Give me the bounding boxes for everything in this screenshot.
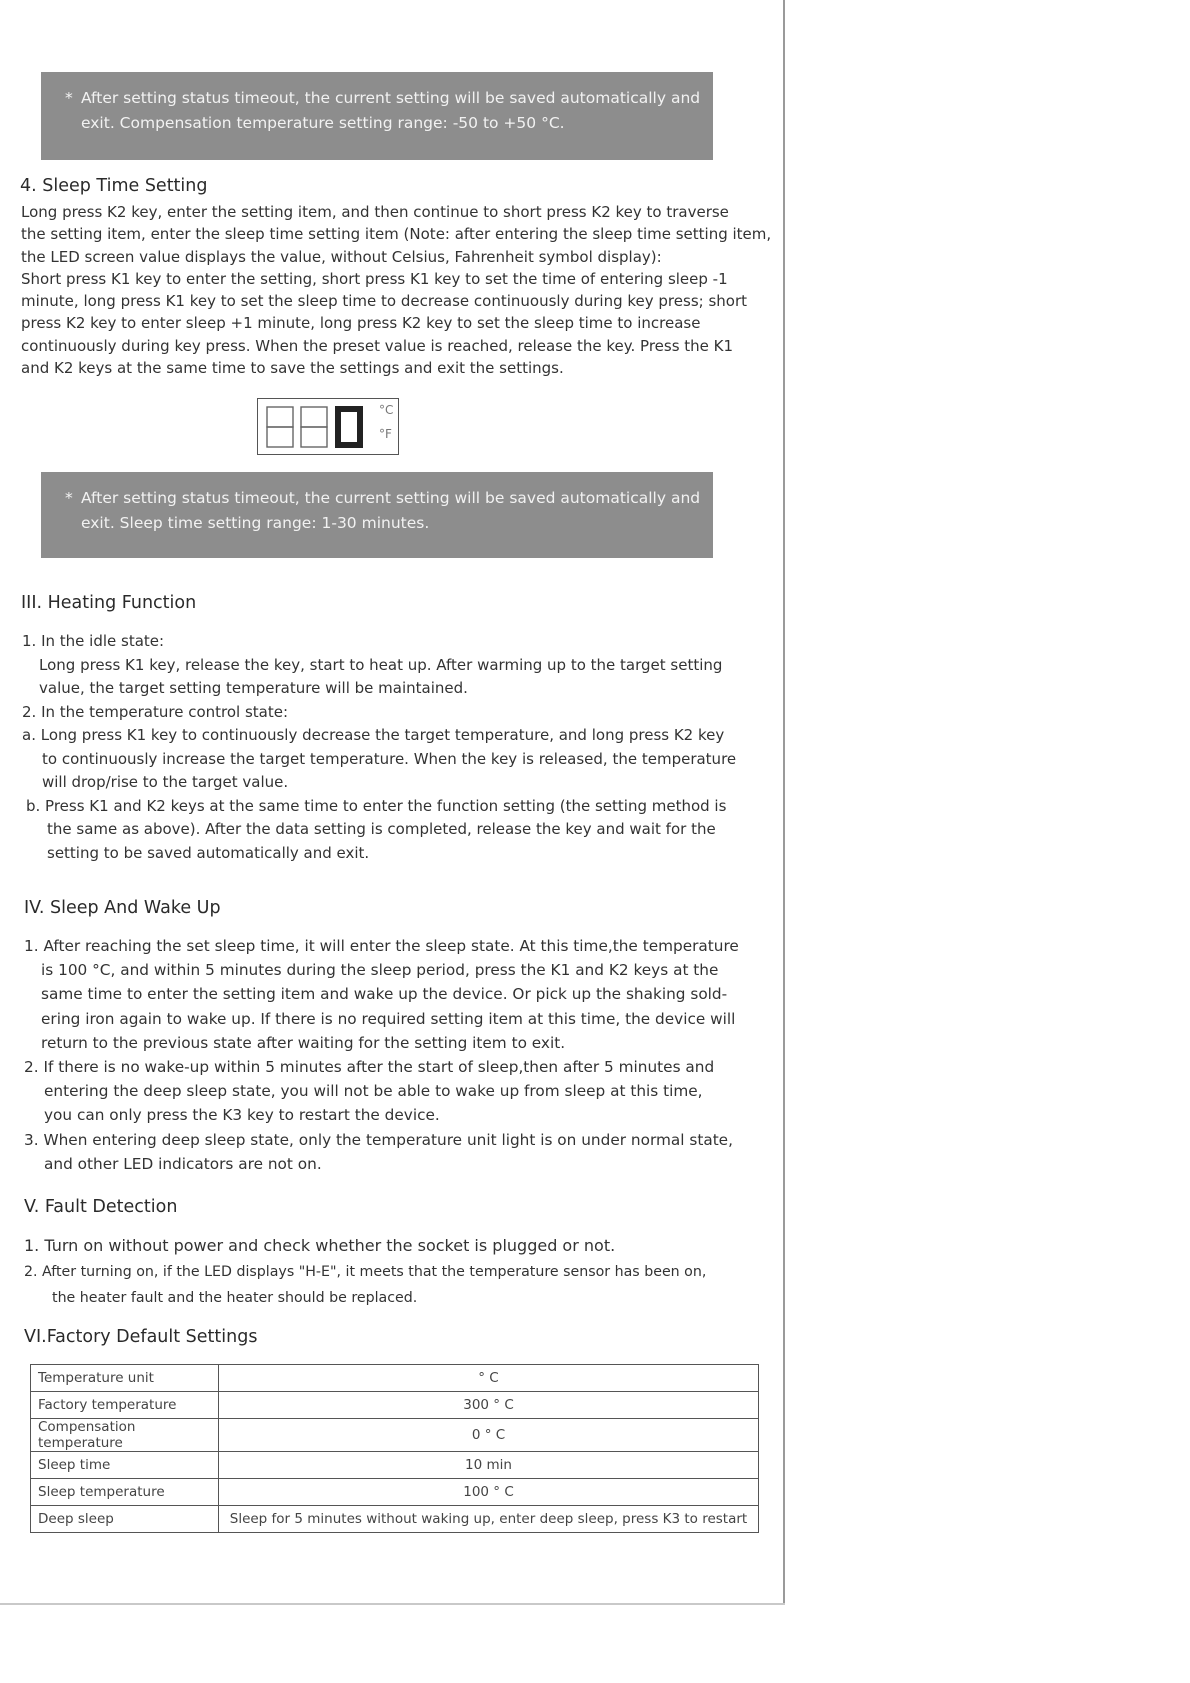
celsius-indicator: °C [379,403,394,417]
page-bottom-edge [0,1603,785,1605]
text-line: 2. In the temperature control state: [22,702,289,721]
text-line: press K2 key to enter sleep +1 minute, long press K2 key to set the sleep time to increase [21,314,701,333]
table-row [31,1452,759,1479]
note-line: After setting status timeout, the current setting will be saved automatically and [81,489,701,507]
note-sleep [41,472,713,558]
note-bullet: * [65,489,73,507]
note-line: exit. Sleep time setting range: 1-30 minutes. [81,514,430,532]
table-row [31,1506,759,1533]
table-row [31,1479,759,1506]
factory-defaults-table [30,1364,759,1533]
setting-label: Sleep time [31,1452,219,1479]
text-line: 1. After reaching the set sleep time, it will enter the sleep state. At this time,the temperature [24,937,739,955]
setting-value: 300 ° C [219,1392,759,1419]
text-line: is 100 °C, and within 5 minutes during the sleep period, press the K1 and K2 keys at the [41,961,719,980]
text-line: the setting item, enter the sleep time setting item (Note: after entering the sleep time setting item, [21,225,772,244]
text-line: 1. Turn on without power and check whether the socket is plugged or not. [24,1236,616,1255]
text-line: ering iron again to wake up. If there is no required setting item at this time, the device will [41,1009,736,1028]
text-line: entering the deep sleep state, you will not be able to wake up from sleep at this time, [44,1082,703,1101]
text-line: 2. After turning on, if the LED displays "H-E", it meets that the temperature sensor has been on, [24,1264,707,1280]
text-line: and K2 keys at the same time to save the settings and exit the settings. [21,359,564,378]
led-display-illustration [257,398,399,455]
heating-function-text [22,630,736,865]
text-line: same time to enter the setting item and wake up the device. Or pick up the shaking sold- [41,985,728,1004]
text-line: continuously during key press. When the preset value is reached, release the key. Press the K1 [21,336,734,355]
note-line: exit. Compensation temperature setting range: -50 to +50 °C. [81,114,565,132]
note-bullet: * [65,89,73,107]
fahrenheit-indicator: °F [379,427,392,441]
factory-defaults-heading: VI.Factory Default Settings [24,1327,258,1347]
text-line: setting to be saved automatically and exit. [47,843,370,862]
text-line: the heater fault and the heater should be replaced. [52,1290,418,1306]
setting-label: Factory temperature [31,1392,219,1419]
text-line: Long press K2 key, enter the setting item, and then continue to short press K2 key to traverse [21,203,729,221]
sleep-wake-text [24,934,739,1176]
table-row [31,1392,759,1419]
table-row [31,1365,759,1392]
fault-detection-heading: V. Fault Detection [24,1197,178,1217]
note-compensation [41,72,713,160]
text-line: to continuously increase the target temperature. When the key is released, the temperature [42,749,737,768]
note-line: After setting status timeout, the current setting will be saved automatically and [81,89,701,107]
text-line: will drop/rise to the target value. [42,773,289,791]
setting-label: Compensation temperature [31,1419,219,1452]
setting-value: 10 min [219,1452,759,1479]
text-line: b. Press K1 and K2 keys at the same time to enter the function setting (the setting method is [26,796,727,815]
setting-value: ° C [219,1365,759,1392]
sleep-time-setting-heading: 4. Sleep Time Setting [20,176,208,196]
table-row [31,1419,759,1452]
fault-detection-text [24,1233,706,1311]
page-edge [783,0,785,1605]
text-line: the same as above). After the data setting is completed, release the key and wait for the [47,820,716,838]
text-line: you can only press the K3 key to restart the device. [44,1106,440,1125]
sleep-time-setting-text [21,201,771,379]
setting-label: Deep sleep [31,1506,219,1533]
text-line: value, the target setting temperature will be maintained. [39,679,468,697]
setting-label: Sleep temperature [31,1479,219,1506]
setting-label: Temperature unit [31,1365,219,1392]
heating-function-heading: III. Heating Function [21,593,197,613]
text-line: the LED screen value displays the value, without Celsius, Fahrenheit symbol display): [21,247,662,266]
text-line: Long press K1 key, release the key, start to heat up. After warming up to the target setting [39,655,723,674]
setting-value: Sleep for 5 minutes without waking up, enter deep sleep, press K3 to restart [219,1506,759,1533]
setting-value: 0 ° C [219,1419,759,1452]
text-line: 2. If there is no wake-up within 5 minutes after the start of sleep,then after 5 minutes and [24,1058,715,1077]
text-line: and other LED indicators are not on. [44,1154,322,1173]
text-line: 1. In the idle state: [22,632,165,650]
setting-value: 100 ° C [219,1479,759,1506]
text-line: 3. When entering deep sleep state, only the temperature unit light is on under normal state, [24,1130,733,1149]
text-line: a. Long press K1 key to continuously decrease the target temperature, and long press K2 key [22,726,725,744]
text-line: minute, long press K1 key to set the sleep time to decrease continuously during key press; short [21,292,747,311]
text-line: Short press K1 key to enter the setting, short press K1 key to set the time of entering sleep -1 [21,269,728,288]
text-line: return to the previous state after waiting for the setting item to exit. [41,1033,566,1052]
sleep-wake-heading: IV. Sleep And Wake Up [24,898,221,918]
